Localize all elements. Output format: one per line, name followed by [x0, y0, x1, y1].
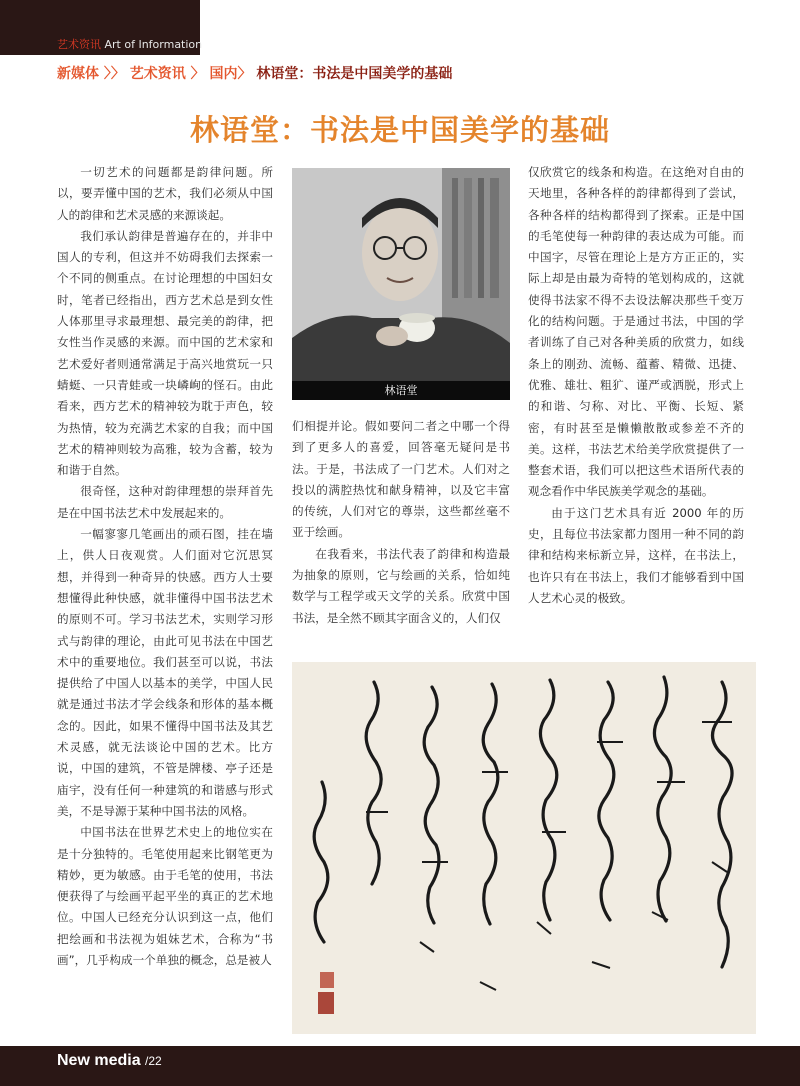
article-column-3 — [528, 162, 744, 609]
page-number: /22 — [145, 1054, 162, 1068]
footer-brand — [57, 1052, 162, 1070]
article-column-1 — [57, 162, 273, 971]
article-column-2 — [292, 416, 510, 629]
calligraphy-image — [292, 662, 756, 1034]
paragraph: 在我看来，书法代表了韵律和构造最为抽象的原则，它与绘画的关系，恰如纯数学与工程学或天文学的关系。欣赏中国书法，是全然不顾其字面含义的，人们仅 — [292, 546, 510, 625]
footer-brand-name: New media — [57, 1052, 141, 1069]
paragraph: 很奇怪，这种对韵律理想的崇拜首先是在中国书法艺术中发展起来的。 — [57, 484, 273, 520]
paragraph: 由于这门艺术具有近 2000 年的历史，且每位书法家都力图用一种不同的韵律和结构来标新立异，这样，在书法上，也许只有在书法上，我们才能够看到中国人艺术心灵的极致。 — [528, 505, 744, 605]
breadcrumb-new-media[interactable]: 新媒体 — [57, 66, 99, 82]
paragraph: 中国书法在世界艺术史上的地位实在是十分独特的。毛笔使用起来比钢笔更为精妙，更为敏感。由于毛笔的使用，书法便获得了与绘画平起平坐的真正的艺术地位。中国人已经充分认识到这一点，他们把绘画和书法视为姐妹艺术，合称为“书画”，几乎构成一个单独的概念，总是被人 — [57, 825, 273, 967]
breadcrumb-separator: 〉〉 — [99, 66, 125, 82]
paragraph: 一切艺术的问题都是韵律问题。所以，要弄懂中国的艺术，我们必须从中国人的韵律和艺术灵感的来源谈起。 — [57, 165, 273, 222]
photo-caption: 林语堂 — [292, 381, 510, 400]
breadcrumb-art-info[interactable]: 艺术资讯 — [129, 66, 186, 82]
paragraph: 一幅寥寥几笔画出的顽石图，挂在墙上，供人日夜观赏。人们面对它沉思冥想，并得到一种奇异的快感。西方人士要想懂得此种快感，就非懂得中国书法艺术的原则不可。学习书法艺术，实则学习形式与韵律的理论，由此可见书法在中国艺术中的重要地位。我们甚至可以说，书法提供给了中国人以基本的美学，中国人民就是通过书法才学会线条和形体的基本概念的。因此，如果不懂得中国书法及其艺术灵感，就无法谈论中国的艺术。比方说，中国的建筑，不管是牌楼、亭子还是庙宇，没有任何一种建筑的和谐感与形式美，不是导源于某种中国书法的风格。 — [57, 527, 273, 818]
paragraph: 我们承认韵律是普遍存在的，并非中国人的专利，但这并不妨碍我们去探索一个不同的侧重点。在讨论理想的中国妇女时，笔者已经指出，西方艺术总是到女性人体那里寻求最理想、最完美的韵律，把女性当作灵感的来源。而中国的艺术家和艺术爱好者则通常满足于高兴地赏玩一只蜻蜓、一只青蛙或一块嶙峋的怪石。由此看来，西方艺术的精神较为耽于声色，较为热情，较为充满艺术家的自我；而中国艺术的精神则较为高雅，较为含蓄，较为和谐于自然。 — [57, 228, 273, 478]
calligraphy-scroll-image — [292, 662, 756, 1034]
breadcrumb — [57, 63, 452, 83]
breadcrumb-current: 林语堂：书法是中国美学的基础 — [256, 66, 453, 82]
breadcrumb-separator: 〉 — [237, 66, 252, 82]
portrait-image — [292, 168, 510, 400]
breadcrumb-separator: 〉 — [185, 66, 205, 82]
author-photo — [292, 168, 510, 400]
paragraph: 仅欣赏它的线条和构造。在这绝对自由的天地里，各种各样的韵律都得到了尝试，各种各样的结构都得到了探索。正是中国的毛笔使每一种韵律的表达成为可能。而中国字，尽管在理论上是方方正正的，实际上却是由最为奇特的笔划构成的，这就使得书法家不得不去设法解决那些千变万化的结构问题。于是通过书法，中国的学者训练了自己对各种美质的欣赏力，如线条上的刚劲、流畅、蕴蓄、精微、迅捷、优雅、雄壮、粗犷、谨严或洒脱，形式上的和谐、匀称、对比、平衡、长短、紧密，有时甚至是懒懒散散或参差不齐的美。这样，书法艺术给美学欣赏提供了一整套术语，我们可以把这些术语所代表的观念看作中华民族美学观念的基础。 — [528, 165, 744, 499]
breadcrumb-domestic[interactable]: 国内 — [209, 66, 238, 82]
page-title: 林语堂：书法是中国美学的基础 — [189, 113, 610, 147]
section-tag-cn: 艺术资讯 — [57, 38, 101, 51]
paragraph: 们相提并论。假如要问二者之中哪一个得到了更多人的喜爱，回答毫无疑问是书法。于是，书法成了一门艺术。人们对之投以的满腔热忱和献身精神，以及它丰富的传统，人们对它的尊崇，这些都丝毫不亚于绘画。 — [292, 419, 510, 540]
section-tag — [57, 36, 202, 52]
section-tag-en: Art of Information — [104, 38, 203, 51]
